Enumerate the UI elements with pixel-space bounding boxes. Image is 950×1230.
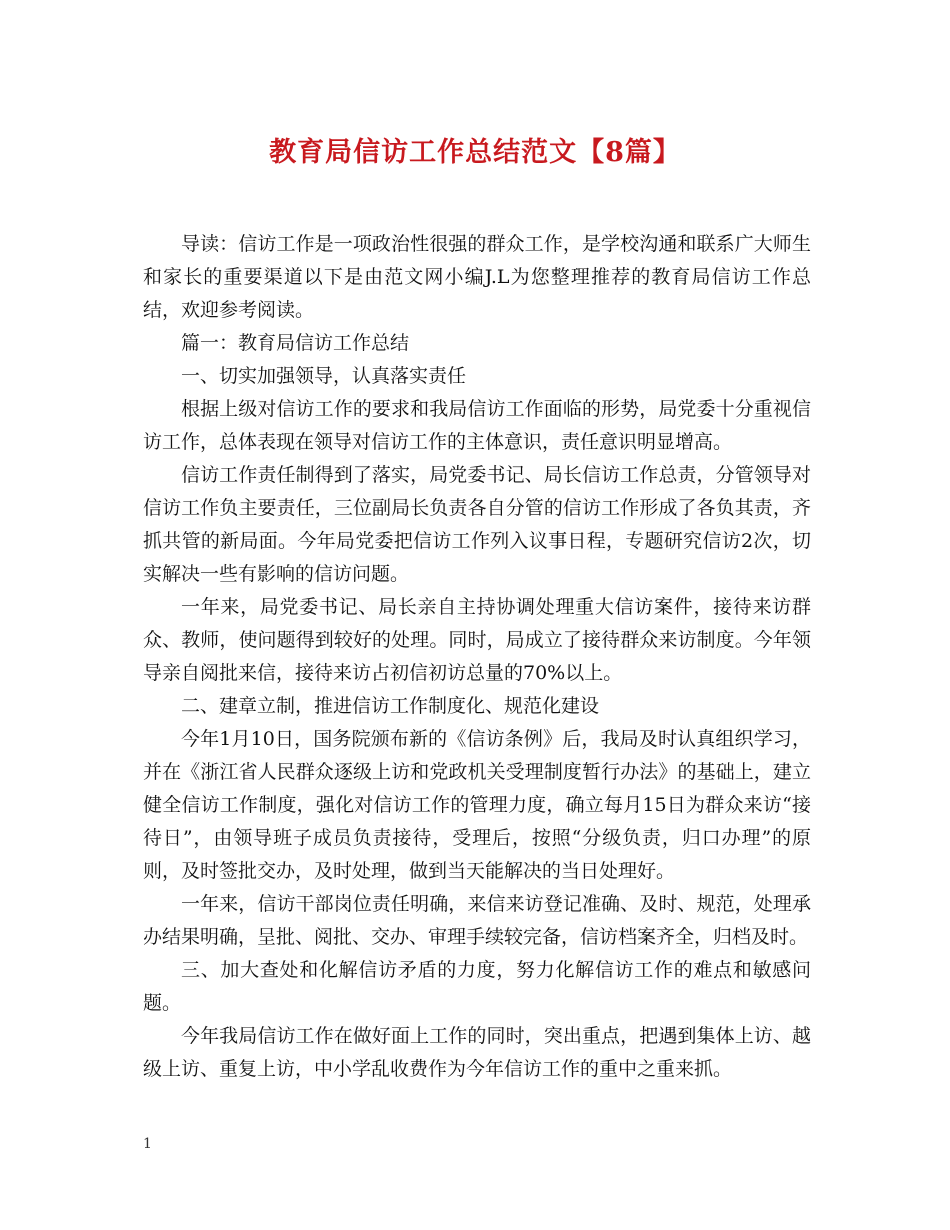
paragraph: 一年来，局党委书记、局长亲自主持协调处理重大信访案件，接待来访群众、教师，使问题得到较好的处理。同时，局成立了接待群众来访制度。今年领导亲自阅批来信，接待来访占初信初访总量的70%以上。 — [143, 596, 811, 684]
paragraph: 根据上级对信访工作的要求和我局信访工作面临的形势，局党委十分重视信访工作，总体表现在领导对信访工作的主体意识，责任意识明显增高。 — [143, 398, 811, 453]
paragraph-section-heading-2: 二、建章立制，推进信访工作制度化、规范化建设 — [181, 695, 600, 717]
paragraph-intro: 导读：信访工作是一项政治性很强的群众工作，是学校沟通和联系广大师生和家长的重要渠道以下是由范文网小编J.L为您整理推荐的教育局信访工作总结，欢迎参考阅读。 — [143, 233, 811, 321]
paragraph-section-heading-3: 三、加大查处和化解信访矛盾的力度，努力化解信访工作的难点和敏感问题。 — [143, 959, 811, 1014]
paragraph-section-heading-1: 一、切实加强领导，认真落实责任 — [181, 365, 467, 387]
page-number: 1 — [143, 1136, 152, 1152]
paragraph-heading-part-one: 篇一：教育局信访工作总结 — [181, 332, 410, 354]
paragraph: 信访工作责任制得到了落实，局党委书记、局长信访工作总责，分管领导对信访工作负主要责任，三位副局长负责各自分管的信访工作形成了各负其责，齐抓共管的新局面。今年局党委把信访工作列入议事日程，专题研究信访2次，切实解决一些有影响的信访问题。 — [143, 464, 811, 585]
document-body — [143, 228, 811, 1086]
paragraph: 今年1月10日，国务院颁布新的《信访条例》后，我局及时认真组织学习，并在《浙江省人民群众逐级上访和党政机关受理制度暂行办法》的基础上，建立健全信访工作制度，强化对信访工作的管理力度，确立每月15日为群众来访“接待日”，由领导班子成员负责接待，受理后，按照“分级负责，归口办理”的原则，及时签批交办，及时处理，做到当天能解决的当日处理好。 — [143, 728, 811, 882]
document-title: 教育局信访工作总结范文【8篇】 — [269, 137, 681, 168]
paragraph: 今年我局信访工作在做好面上工作的同时，突出重点，把遇到集体上访、越级上访、重复上访，中小学乱收费作为今年信访工作的重中之重来抓。 — [143, 1025, 811, 1080]
paragraph: 一年来，信访干部岗位责任明确，来信来访登记准确、及时、规范，处理承办结果明确，呈批、阅批、交办、审理手续较完备，信访档案齐全，归档及时。 — [143, 893, 811, 948]
